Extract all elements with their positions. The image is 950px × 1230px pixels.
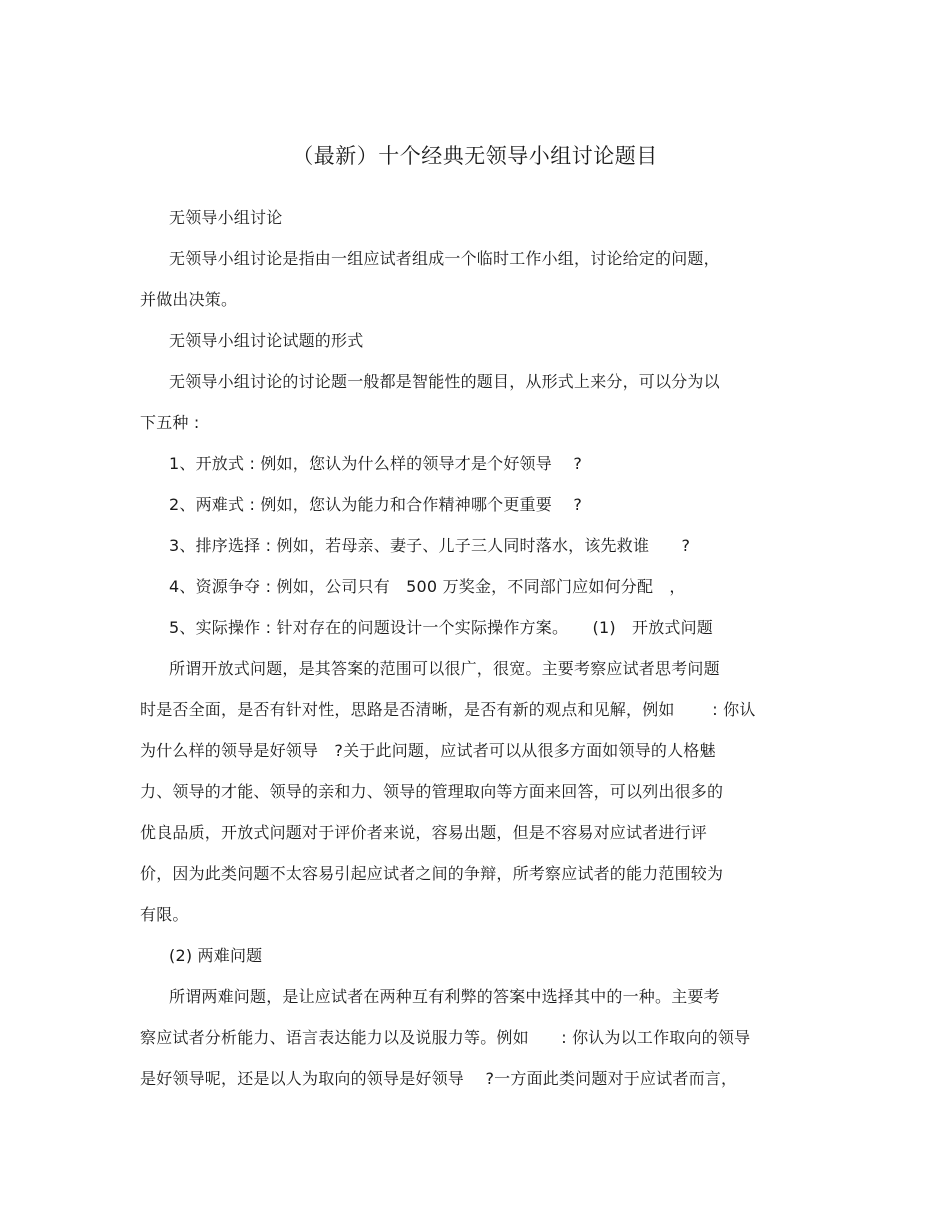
- section-heading: 无领导小组讨论试题的形式: [169, 331, 364, 350]
- paragraph-line: 并做出决策。: [140, 290, 238, 309]
- paragraph-line: 所谓两难问题，是让应试者在两种互有利弊的答案中选择其中的一种。主要考: [169, 987, 720, 1006]
- list-item: 1、开放式 : 例如，您认为什么样的领导才是个好领导 ?: [169, 454, 583, 473]
- paragraph-line: 下五种 :: [140, 413, 200, 432]
- paragraph-line: 察应试者分析能力、语言表达能力以及说服力等。例如 : 你认为以工作取向的领导: [140, 1028, 751, 1047]
- section-heading: (2) 两难问题: [169, 946, 263, 965]
- document-title: （最新）十个经典无领导小组讨论题目: [292, 144, 658, 168]
- paragraph-line: 为什么样的领导是好领导 ?关于此问题，应试者可以从很多方面如领导的人格魅: [140, 741, 716, 760]
- paragraph-line: 时是否全面，是否有针对性，思路是否清晰，是否有新的观点和见解，例如 : 你认: [140, 700, 756, 719]
- paragraph-line: 有限。: [140, 905, 189, 924]
- paragraph-line: 优良品质，开放式问题对于评价者来说，容易出题，但是不容易对应试者进行评: [140, 823, 708, 842]
- paragraph-line: 价，因为此类问题不太容易引起应试者之间的争辩，所考察应试者的能力范围较为: [140, 864, 724, 883]
- list-item: 3、排序选择 : 例如，若母亲、妻子、儿子三人同时落水，该先救谁 ?: [169, 536, 691, 555]
- paragraph-line: 力、领导的才能、领导的亲和力、领导的管理取向等方面来回答，可以列出很多的: [140, 782, 724, 801]
- section-heading: 无领导小组讨论: [169, 208, 283, 227]
- paragraph-line: 无领导小组讨论是指由一组应试者组成一个临时工作小组，讨论给定的问题，: [169, 249, 720, 268]
- paragraph-line: 是好领导呢，还是以人为取向的领导是好领导 ?一方面此类问题对于应试者而言，: [140, 1069, 738, 1088]
- paragraph-line: 无领导小组讨论的讨论题一般都是智能性的题目，从形式上来分，可以分为以: [169, 372, 720, 391]
- paragraph-line: 所谓开放式问题，是其答案的范围可以很广，很宽。主要考察应试者思考问题: [169, 659, 720, 678]
- list-item: 2、两难式 : 例如，您认为能力和合作精神哪个更重要 ?: [169, 495, 583, 514]
- list-item: 5、实际操作 : 针对存在的问题设计一个实际操作方案。 (1) 开放式问题: [169, 618, 714, 637]
- list-item: 4、资源争夺 : 例如，公司只有 500 万奖金，不同部门应如何分配 ，: [169, 577, 686, 596]
